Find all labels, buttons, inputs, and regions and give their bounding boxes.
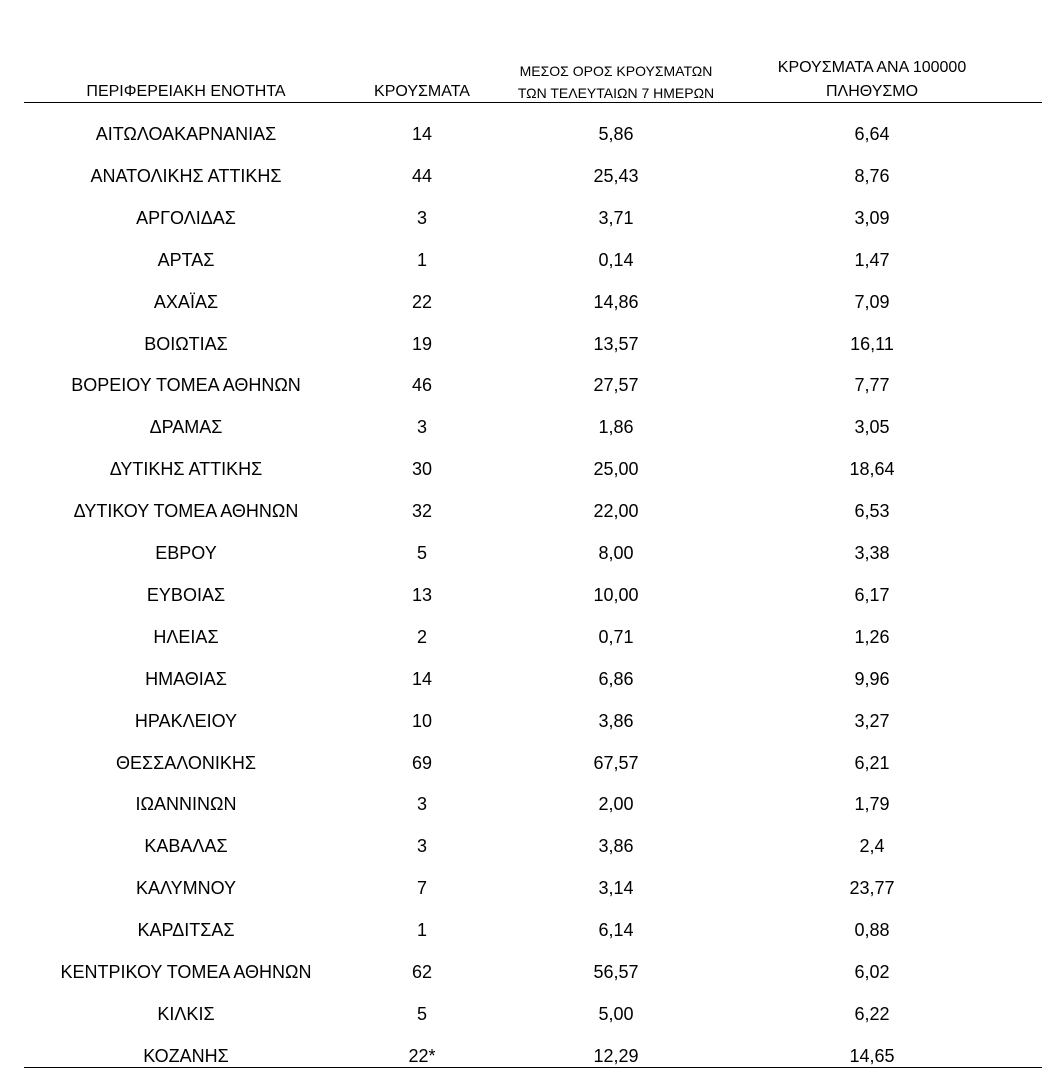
table-row [0,750,1042,792]
cell-per-100000: 9,96 [854,668,890,689]
cell-per-100000: 3,38 [854,543,890,563]
cell-region: ΕΒΡΟΥ [155,543,217,563]
cell-cases: 5 [416,1003,427,1024]
cell-avg-7-days: 56,57 [593,962,639,982]
table-row [0,917,1042,959]
cell-cases: 69 [411,752,433,773]
table-row [0,456,1042,498]
cell-per-100000: 1,26 [854,626,890,647]
cell-avg-7-days: 6,14 [598,920,634,941]
cell-cases: 19 [411,333,433,354]
cell-region: ΚΟΖΑΝΗΣ [143,1045,229,1066]
cell-cases: 32 [411,501,433,522]
cell-cases: 22* [408,1045,436,1066]
cell-per-100000: 3,27 [854,710,890,731]
cell-per-100000: 23,77 [849,878,895,899]
cell-region: ΔΥΤΙΚΟΥ ΤΟΜΕΑ ΑΘΗΝΩΝ [73,501,299,522]
cell-per-100000: 6,02 [854,962,890,982]
cell-cases: 22 [411,291,433,312]
cell-cases: 14 [411,124,433,144]
header-avg-line2: ΤΩΝ ΤΕΛΕΥΤΑΙΩΝ 7 ΗΜΕΡΩΝ [517,85,715,101]
cell-per-100000: 6,53 [854,501,890,522]
cell-avg-7-days: 27,57 [593,375,639,396]
cell-cases: 10 [411,710,433,731]
cell-region: ΘΕΣΣΑΛΟΝΙΚΗΣ [115,752,257,773]
table-row [0,247,1042,289]
cell-cases: 7 [416,878,427,899]
cell-region: ΚΙΛΚΙΣ [157,1003,215,1024]
cell-cases: 46 [411,375,433,396]
cell-per-100000: 6,17 [854,584,890,605]
cell-cases: 3 [416,207,427,228]
table-row [0,833,1042,875]
table-row [0,163,1042,205]
header-avg-line1: ΜΕΣΟΣ ΟΡΟΣ ΚΡΟΥΣΜΑΤΩΝ [519,63,713,79]
cell-region: ΗΡΑΚΛΕΙΟΥ [134,710,238,731]
table-row [0,791,1042,833]
table-row [0,959,1042,1001]
cell-cases: 3 [416,836,427,857]
table-row [0,1043,1042,1085]
cell-per-100000: 6,21 [854,752,890,773]
cell-per-100000: 3,09 [854,207,890,228]
cell-per-100000: 3,05 [854,417,890,438]
table-row [0,289,1042,331]
cell-per-100000: 6,22 [854,1003,890,1024]
cell-region: ΔΥΤΙΚΗΣ ΑΤΤΙΚΗΣ [109,459,263,480]
table-row [0,498,1042,540]
cell-per-100000: 1,47 [854,249,890,270]
cell-avg-7-days: 5,86 [598,124,634,144]
cell-cases: 1 [416,249,427,270]
cell-per-100000: 2,4 [859,836,885,857]
header-per100k-line2: ΠΛΗΘΥΣΜΟ [825,83,919,100]
cell-per-100000: 6,64 [854,124,890,144]
table-bottom-divider [24,1067,1042,1068]
cell-cases: 5 [416,543,427,563]
cell-avg-7-days: 6,86 [598,668,634,689]
cell-region: ΑΧΑΪΑΣ [153,291,219,312]
cell-region: ΔΡΑΜΑΣ [149,417,223,438]
cell-region: ΚΑΡΔΙΤΣΑΣ [137,920,235,941]
cell-avg-7-days: 14,86 [593,291,639,312]
cell-region: ΚΑΛΥΜΝΟΥ [135,878,237,899]
cell-region: ΚΕΝΤΡΙΚΟΥ ΤΟΜΕΑ ΑΘΗΝΩΝ [60,962,312,982]
cell-region: ΑΡΤΑΣ [157,249,215,270]
table-row [0,205,1042,247]
cell-cases: 2 [416,626,427,647]
cell-cases: 62 [411,962,433,982]
cell-cases: 3 [416,417,427,438]
cell-avg-7-days: 0,14 [598,249,634,270]
table-row [0,372,1042,414]
cell-region: ΒΟΙΩΤΙΑΣ [144,333,228,354]
cell-avg-7-days: 22,00 [593,501,639,522]
cell-region: ΑΝΑΤΟΛΙΚΗΣ ΑΤΤΙΚΗΣ [90,165,282,186]
header-per100k-line1: ΚΡΟΥΣΜΑΤΑ ΑΝΑ 100000 [777,59,967,76]
cell-avg-7-days: 3,14 [598,878,634,899]
table-row [0,1001,1042,1043]
header-divider [24,102,1042,103]
table-row [0,414,1042,456]
cell-avg-7-days: 67,57 [593,752,639,773]
cell-region: ΕΥΒΟΙΑΣ [146,584,226,605]
cell-avg-7-days: 5,00 [598,1003,634,1024]
cell-avg-7-days: 12,29 [593,1045,639,1066]
header-region: ΠΕΡΙΦΕΡΕΙΑΚΗ ΕΝΟΤΗΤΑ [86,83,286,100]
cell-per-100000: 0,88 [854,920,890,941]
cell-cases: 3 [416,794,427,815]
cell-avg-7-days: 1,86 [598,417,634,438]
cell-region: ΙΩΑΝΝΙΝΩΝ [135,794,237,815]
cell-avg-7-days: 3,86 [598,710,634,731]
cell-avg-7-days: 8,00 [598,543,634,563]
cell-per-100000: 1,79 [854,794,890,815]
table-row [0,624,1042,666]
cell-region: ΚΑΒΑΛΑΣ [144,836,228,857]
cell-avg-7-days: 10,00 [593,584,639,605]
cell-per-100000: 14,65 [849,1045,895,1066]
cell-cases: 1 [416,920,427,941]
cell-per-100000: 7,09 [854,291,890,312]
table-row [0,540,1042,582]
table-row [0,875,1042,917]
cell-avg-7-days: 25,00 [593,459,639,480]
table-row [0,708,1042,750]
cell-avg-7-days: 3,86 [598,836,634,857]
cell-avg-7-days: 13,57 [593,333,639,354]
cell-cases: 14 [411,668,433,689]
cell-cases: 13 [411,584,433,605]
table-row [0,331,1042,373]
cell-avg-7-days: 2,00 [598,794,634,815]
table-row [0,582,1042,624]
cell-region: ΑΙΤΩΛΟΑΚΑΡΝΑΝΙΑΣ [95,124,277,144]
cell-cases: 44 [411,165,433,186]
table-row [0,666,1042,708]
cell-cases: 30 [411,459,433,480]
cell-region: ΗΜΑΘΙΑΣ [145,668,227,689]
cell-region: ΗΛΕΙΑΣ [153,626,219,647]
cell-avg-7-days: 0,71 [598,626,634,647]
cell-region: ΒΟΡΕΙΟΥ ΤΟΜΕΑ ΑΘΗΝΩΝ [71,375,301,396]
cell-per-100000: 18,64 [849,459,895,480]
cell-avg-7-days: 3,71 [598,207,634,228]
table-row [0,121,1042,163]
cell-per-100000: 7,77 [854,375,890,396]
cell-per-100000: 8,76 [854,165,890,186]
cell-region: ΑΡΓΟΛΙΔΑΣ [136,207,236,228]
cell-avg-7-days: 25,43 [593,165,639,186]
cell-per-100000: 16,11 [850,333,894,354]
header-cases: ΚΡΟΥΣΜΑΤΑ [374,83,470,100]
